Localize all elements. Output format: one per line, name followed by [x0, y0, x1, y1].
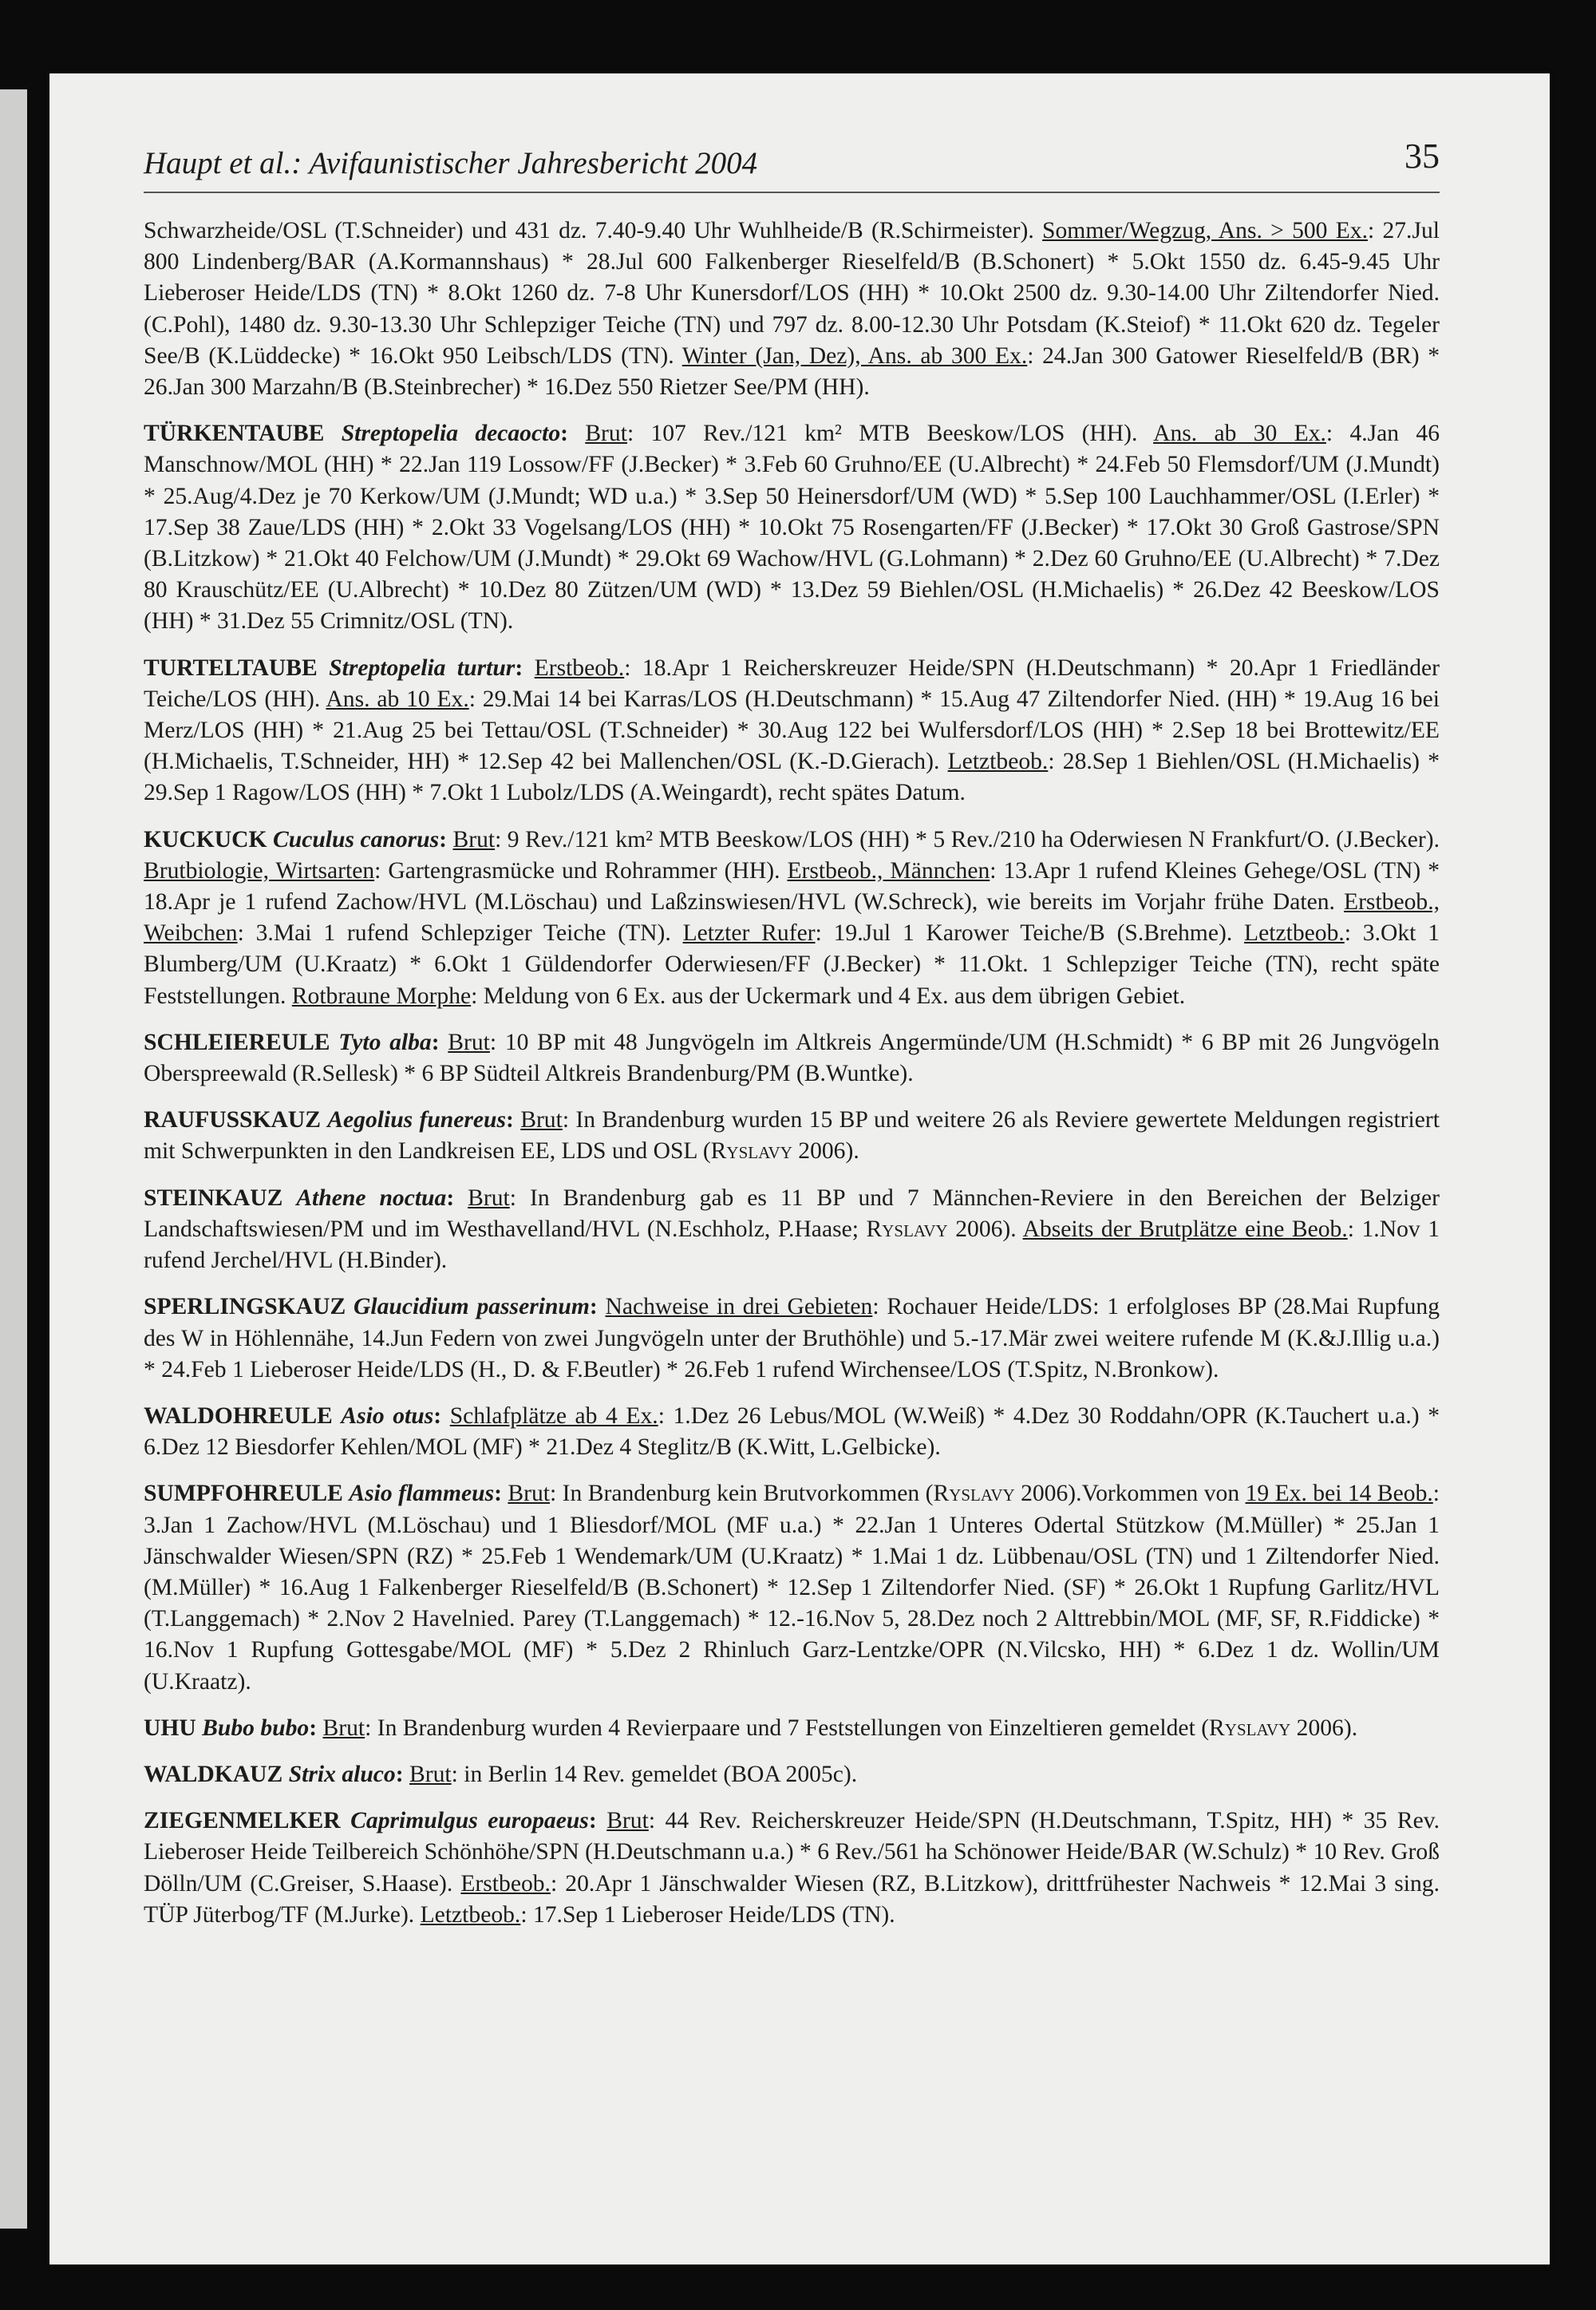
running-title: Haupt et al.: Avifaunistischer Jahresbericht 2004 — [144, 146, 758, 180]
section-label: Brut — [452, 826, 496, 852]
entry-text: : 3.Okt 1 Blumberg/UM (U.Kraatz) * 6.Okt 1 Güldendorfer Oderwiesen/FF (J.Becker) * 11.Okt. 1 Schlepziger Teiche (TN), recht späte Feststellungen. — [144, 920, 1440, 1009]
species-name: : — [395, 1761, 409, 1787]
section-label: Brut — [322, 1715, 365, 1741]
species-name: : — [506, 1107, 521, 1133]
latin-name: Streptopelia decaocto — [341, 421, 561, 447]
entry-text: 2006). — [947, 1216, 1023, 1242]
latin-name: Aegolius funereus — [327, 1107, 507, 1133]
entry-text: : 13.Apr 1 rufend Kleines Gehege/OSL (TN) * 18.Apr je 1 rufend Zachow/HVL (M.Löschau) und Laßzinswiesen/HVL (W.Schreck), wie bereits im Vorjahr frühe Daten. — [144, 857, 1440, 916]
entry-text: : 29.Mai 14 bei Karras/LOS (H.Deutschmann) * 15.Aug 47 Ziltendorfer Nied. (HH) * 19.Aug 16 bei Merz/LOS (HH) * 21.Aug 25 bei Tettau/OSL (T.Schneider) * 30.Aug 122 bei Wulfersdorf/LOS (HH) * 2.Sep 18 bei Brottewitz/EE (H.Michaelis, T.Schneider, HH) * 12.Sep 42 bei Mallenchen/OSL (K.-D.Gierach). — [144, 686, 1440, 775]
section-label: Letztbeob. — [1244, 920, 1345, 947]
section-label: Erstbeob., Weibchen — [144, 889, 1440, 947]
species-entry-turteltaube — [144, 653, 1440, 809]
latin-name: Glaucidium passerinum — [354, 1294, 590, 1320]
entry-text: Schwarzheide/OSL (T.Schneider) und 431 dz. 7.40-9.40 Uhr Wuhlheide/B (R.Schirmeister). — [144, 218, 1043, 243]
species-name: ZIEGENMELKER — [144, 1808, 351, 1834]
species-name: UHU — [144, 1715, 203, 1741]
page-header — [144, 136, 1440, 193]
species-name: : — [446, 1185, 468, 1211]
species-name: WALDKAUZ — [144, 1761, 289, 1787]
section-label: Letzter Rufer — [682, 920, 816, 947]
adjacent-page-edge — [0, 89, 27, 2229]
species-name: SUMPFOHREULE — [144, 1481, 350, 1507]
entry-text: : 19.Jul 1 Karower Teiche/B (S.Brehme). — [815, 920, 1245, 947]
entry-text: : in Berlin 14 Rev. gemeldet (BOA 2005c). — [451, 1761, 858, 1787]
section-label: Brut — [468, 1185, 510, 1211]
entry-text: 2006). — [792, 1138, 859, 1165]
species-name: KUCKUCK — [144, 826, 274, 852]
section-label: Sommer/Wegzug, Ans. > 500 Ex. — [1042, 218, 1368, 243]
section-label: Brutbiologie, Wirtsarten — [144, 857, 375, 884]
section-label: Nachweise in drei Gebieten — [605, 1294, 873, 1320]
entry-text: : 10 BP mit 48 Jungvögeln im Altkreis Angermünde/UM (H.Schmidt) * 6 BP mit 26 Jungvögeln Oberspreewald (R.Sellesk) * 6 BP Südteil Altkreis Brandenburg/PM (B.Wuntke). — [144, 1029, 1440, 1087]
entry-text: : Gartengrasmücke und Rohrammer (HH). — [374, 857, 788, 884]
section-label: Letztbeob. — [947, 749, 1049, 775]
species-entry-uhu — [144, 1713, 1440, 1744]
section-label: Erstbeob. — [460, 1870, 551, 1897]
entry-text: : Meldung von 6 Ex. aus der Uckermark und 4 Ex. aus dem übrigen Gebiet. — [471, 983, 1186, 1009]
species-entry-raufusskauz — [144, 1105, 1440, 1167]
entry-text: : In Brandenburg wurden 15 BP und weitere 26 als Reviere gewertete Meldungen registriert mit Schwerpunkten in den Landkreisen EE, LDS und OSL ( — [144, 1107, 1440, 1165]
latin-name: Athene noctua — [296, 1185, 447, 1211]
entry-text: 2006).Vorkommen von — [1014, 1481, 1246, 1507]
species-name: : — [589, 1294, 606, 1320]
latin-name: Strix aluco — [288, 1761, 396, 1787]
entry-text: : 20.Apr 1 Jänschwalder Wiesen (RZ, B.Litzkow), drittfrühester Nachweis * 12.Mai 3 sing. TÜP Jüterbog/TF (M.Jurke). — [144, 1870, 1440, 1928]
latin-name: Streptopelia turtur — [329, 655, 516, 681]
latin-name: Asio flammeus — [349, 1481, 495, 1507]
species-name: STEINKAUZ — [144, 1185, 297, 1211]
entry-text: : 9 Rev./121 km² MTB Beeskow/LOS (HH) * 5 Rev./210 ha Oderwiesen N Frankfurt/O. (J.Becker). — [495, 826, 1440, 852]
species-entry-kuckuck — [144, 825, 1440, 1012]
species-name: : — [515, 655, 535, 681]
species-name: WALDOHREULE — [144, 1402, 342, 1429]
section-label: Brut — [520, 1107, 563, 1133]
entry-text: : 18.Apr 1 Reicherskreuzer Heide/SPN (H.Deutschmann) * 20.Apr 1 Friedländer Teiche/LOS (HH). — [144, 655, 1440, 712]
report-body — [144, 216, 1440, 1946]
latin-name: Bubo bubo — [202, 1715, 310, 1741]
entry-text: : 1.Dez 26 Lebus/MOL (W.Weiß) * 4.Dez 30 Roddahn/OPR (K.Tauchert u.a.) * 6.Dez 12 Biesdorfer Kehlen/MOL (MF) * 21.Dez 4 Steglitz/B (K.Witt, L.Gelbicke). — [144, 1402, 1440, 1461]
species-entry-steinkauz — [144, 1183, 1440, 1277]
section-label: Erstbeob., Männchen — [787, 857, 990, 884]
entry-text: : 3.Jan 1 Zachow/HVL (M.Löschau) und 1 Bliesdorf/MOL (MF u.a.) * 22.Jan 1 Unteres Odertal Stützkow (M.Müller) * 25.Jan 1 Jänschwalder Wiesen/SPN (RZ) * 25.Feb 1 Wendemark/UM (U.Kraatz) * 1.Mai 1 dz. Lübbenau/OSL (TN) und 1 Ziltendorfer Nied. (M.Müller) * 16.Aug 1 Falkenberger Rieselfeld/B (B.Schonert) * 12.Sep 1 Ziltendorfer Nied. (SF) * 26.Okt 1 Rupfung Garlitz/HVL (T.Langgemach) * 2.Nov 2 Havelnied. Parey (T.Langgemach) * 12.-16.Nov 5, 28.Dez noch 2 Alttrebbin/MOL (MF, SF, R.Fiddicke) * 16.Nov 1 Rupfung Gottesgabe/MOL (MF) * 5.Dez 2 Rhinluch Garz-Lentzke/OPR (N.Vilcsko, HH) * 6.Dez 1 dz. Wollin/UM (U.Kraatz). — [144, 1481, 1440, 1695]
section-label: Ans. ab 10 Ex. — [326, 686, 469, 712]
species-name: SPERLINGSKAUZ — [144, 1294, 354, 1320]
species-name: : — [433, 1402, 450, 1429]
species-name: : — [588, 1808, 607, 1834]
section-label: Brut — [606, 1808, 649, 1834]
section-label: Brut — [585, 421, 627, 447]
latin-name: Asio otus — [341, 1402, 434, 1429]
species-name: : — [309, 1715, 323, 1741]
species-entry-sperlingskauz — [144, 1291, 1440, 1386]
section-label: Brut — [409, 1761, 452, 1787]
section-label: Erstbeob. — [534, 655, 625, 681]
entry-text: : In Brandenburg kein Brutvorkommen ( — [550, 1481, 934, 1507]
section-label: Ans. ab 30 Ex. — [1153, 421, 1326, 447]
section-label: Rotbraune Morphe — [291, 983, 472, 1009]
species-entry-tuerkentaube — [144, 418, 1440, 637]
latin-name: Cuculus canorus — [273, 826, 440, 852]
entry-text: : 4.Jan 46 Manschnow/MOL (HH) * 22.Jan 119 Lossow/FF (J.Becker) * 3.Feb 60 Gruhno/EE (U.Albrecht) * 24.Feb 50 Flemsdorf/UM (J.Mundt) * 25.Aug/4.Dez je 70 Kerkow/UM (J.Mundt; WD u.a.) * 3.Sep 50 Heinersdorf/UM (WD) * 5.Sep 100 Lauchhammer/OSL (I.Erler) * 17.Sep 38 Zaue/LDS (HH) * 2.Okt 33 Vogelsang/LOS (HH) * 10.Okt 75 Rosengarten/FF (J.Becker) * 17.Okt 30 Groß Gastrose/SPN (B.Litzkow) * 21.Okt 40 Felchow/UM (J.Mundt) * 29.Okt 69 Wachow/HVL (G.Lohmann) * 2.Dez 60 Gruhno/EE (U.Albrecht) * 7.Dez 80 Krauschütz/EE (U.Albrecht) * 10.Dez 80 Zützen/UM (WD) * 13.Dez 59 Biehlen/OSL (H.Michaelis) * 26.Dez 42 Beeskow/LOS (HH) * 31.Dez 55 Crimnitz/OSL (TN). — [144, 421, 1440, 635]
species-entry-waldkauz — [144, 1759, 1440, 1790]
section-label: Brut — [448, 1029, 490, 1055]
species-name: TÜRKENTAUBE — [144, 421, 342, 447]
scanned-page — [49, 73, 1550, 2265]
latin-name: Caprimulgus europaeus — [350, 1808, 589, 1834]
entry-text: : 24.Jan 300 Gatower Rieselfeld/B (BR) * 26.Jan 300 Marzahn/B (B.Steinbrecher) * 16.Dez 550 Rietzer See/PM (HH). — [144, 342, 1440, 401]
species-name: : — [560, 421, 586, 447]
species-entry-waldohreule — [144, 1401, 1440, 1463]
entry-text: : 17.Sep 1 Lieberoser Heide/LDS (TN). — [520, 1901, 895, 1928]
species-entry-ziegenmelker — [144, 1806, 1440, 1931]
author-citation: Ryslavy — [1209, 1715, 1291, 1741]
species-name: : — [439, 826, 453, 852]
section-label: Abseits der Brutplätze eine Beob. — [1022, 1216, 1348, 1242]
section-label: Schlafplätze ab 4 Ex. — [449, 1402, 658, 1429]
species-entry-schleiereule — [144, 1027, 1440, 1090]
species-name: : — [431, 1029, 448, 1055]
species-entry-continuation — [144, 216, 1440, 403]
entry-text: : Rochauer Heide/LDS: 1 erfolgloses BP (28.Mai Rupfung des W in Höhlennähe, 14.Jun Federn von zwei Jungvögeln unter der Bruthöhle) und 5.-17.Mär zwei weitere rufende M (K.&J.Illig u.a.) * 24.Feb 1 Lieberoser Heide/LDS (H., D. & F.Beutler) * 26.Feb 1 rufend Wirchensee/LOS (T.Spitz, N.Bronkow). — [144, 1294, 1440, 1382]
entry-text: 2006). — [1290, 1715, 1358, 1741]
section-label: Letztbeob. — [420, 1901, 521, 1928]
section-label: 19 Ex. bei 14 Beob. — [1245, 1481, 1433, 1507]
latin-name: Tyto alba — [338, 1029, 432, 1055]
species-entry-sumpfohreule — [144, 1478, 1440, 1697]
entry-text: : 44 Rev. Reicherskreuzer Heide/SPN (H.Deutschmann, T.Spitz, HH) * 35 Rev. Lieberoser Heide Teilbereich Schönhöhe/SPN (H.Deutschmann u.a.) * 6 Rev./561 ha Schönower Heide/BAR (W.Schulz) * 10 Rev. Groß Dölln/UM (C.Greiser, S.Haase). — [144, 1808, 1440, 1897]
section-label: Winter (Jan, Dez), Ans. ab 300 Ex. — [681, 342, 1028, 369]
entry-text: : 28.Sep 1 Biehlen/OSL (H.Michaelis) * 29.Sep 1 Ragow/LOS (HH) * 7.Okt 1 Lubolz/LDS (A.Weingardt), recht spätes Datum. — [144, 749, 1440, 806]
section-label: Brut — [508, 1481, 551, 1507]
entry-text: : 1.Nov 1 rufend Jerchel/HVL (H.Binder). — [144, 1216, 1440, 1274]
entry-text: : 3.Mai 1 rufend Schlepziger Teiche (TN). — [237, 920, 683, 947]
species-name: SCHLEIEREULE — [144, 1029, 339, 1055]
entry-text: : 107 Rev./121 km² MTB Beeskow/LOS (HH). — [626, 421, 1154, 447]
entry-text: : In Brandenburg wurden 4 Revierpaare und 7 Feststellungen von Einzeltieren gemeldet ( — [365, 1715, 1210, 1741]
species-name: RAUFUSSKAUZ — [144, 1107, 328, 1133]
entry-text: : In Brandenburg gab es 11 BP und 7 Männchen-Reviere in den Bereichen der Belziger Landschaftswiesen/PM und im Westhavelland/HVL (N.Eschholz, P.Haase; — [144, 1185, 1440, 1242]
entry-text: : 27.Jul 800 Lindenberg/BAR (A.Kormannshaus) * 28.Jul 600 Falkenberger Rieselfeld/B (B.Schonert) * 5.Okt 1550 dz. 6.45-9.45 Uhr Lieberoser Heide/LDS (TN) * 8.Okt 1260 dz. 7-8 Uhr Kunersdorf/LOS (HH) * 10.Okt 2500 dz. 9.30-14.00 Uhr Ziltendorfer Nied. (C.Pohl), 1480 dz. 9.30-13.30 Uhr Schlepziger Teiche (TN) und 797 dz. 8.00-12.30 Uhr Potsdam (K.Steiof) * 11.Okt 620 dz. Tegeler See/B (K.Lüddecke) * 16.Okt 950 Leibsch/LDS (TN). — [144, 218, 1440, 369]
species-name: : — [494, 1481, 508, 1507]
species-name: TURTELTAUBE — [144, 655, 330, 681]
author-citation: Ryslavy — [866, 1216, 948, 1242]
author-citation: Ryslavy — [710, 1138, 792, 1165]
page-number: 35 — [1404, 136, 1440, 176]
author-citation: Ryslavy — [933, 1481, 1015, 1507]
